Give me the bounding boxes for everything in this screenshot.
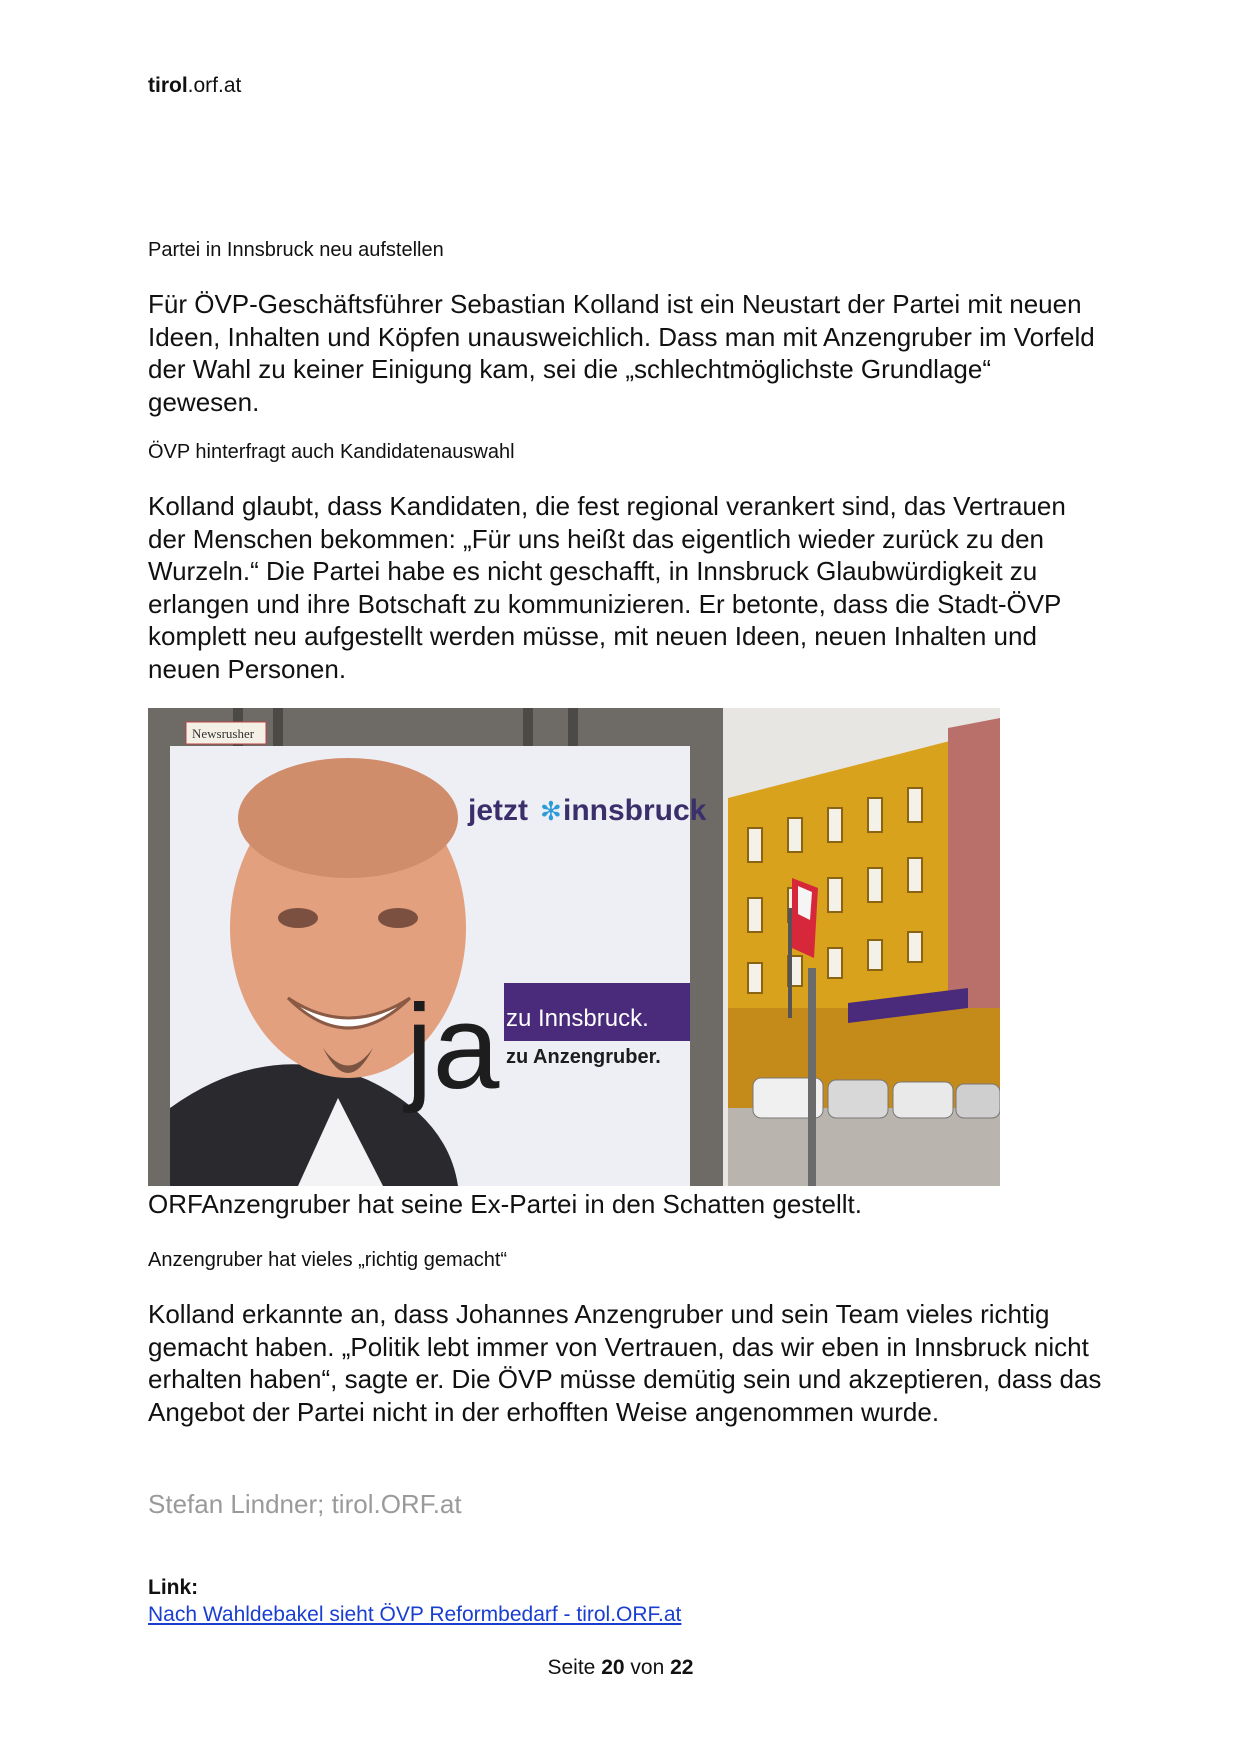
section-subheading: Partei in Innsbruck neu aufstellen xyxy=(148,239,444,261)
article-link[interactable]: Nach Wahldebakel sieht ÖVP Reformbedarf - tirol.ORF.at xyxy=(148,1603,682,1626)
poster-logo-innsbruck: innsbruck xyxy=(563,794,707,827)
poster-sticker: Newsrusher xyxy=(192,726,255,741)
footer-middle: von xyxy=(630,1656,665,1679)
article-photo xyxy=(148,708,1000,1186)
author-credit: Stefan Lindner; tirol.ORF.at xyxy=(148,1489,462,1519)
footer-total-pages: 22 xyxy=(670,1656,694,1679)
lead-paragraph: Für ÖVP-Geschäftsführer Sebastian Kolland ist ein Neustart der Partei mit neuen Ideen, Inhalten und Köpfen unausweichlich. Dass man mit Anzengruber im Vorfeld der Wahl zu keiner Einigung kam, sei die „schlechtmöglichste Grundlage“ gewesen. xyxy=(148,289,1095,417)
footer-page-number: 20 xyxy=(601,1656,625,1679)
poster-logo-jetzt: jetzt xyxy=(468,794,528,827)
body-paragraph: Kolland erkannte an, dass Johannes Anzengruber und sein Team vieles richtig gemacht haben. „Politik lebt immer von Vertrauen, das wir eben in Innsbruck nicht erhalten haben“, sagte er. Die ÖVP müsse demütig sein und akzeptieren, dass das Angebot der Partei nicht in der erhofften Weise angenommen wurde. xyxy=(148,1299,1102,1427)
photo-caption: ORFAnzengruber hat seine Ex-Partei in den Schatten gestellt. xyxy=(148,1189,862,1219)
page-footer xyxy=(0,1656,1241,1680)
site-name: tirol.orf.at xyxy=(148,74,242,97)
poster-logo-star: ✻ xyxy=(540,796,562,826)
section-subheading: Anzengruber hat vieles „richtig gemacht“ xyxy=(148,1249,508,1271)
poster-line-2: zu Anzengruber. xyxy=(506,1046,661,1068)
body-paragraph: Kolland glaubt, dass Kandidaten, die fest regional verankert sind, das Vertrauen der Menschen bekommen: „Für uns heißt das eigentlich wieder zurück zu den Wurzeln.“ Die Partei habe es nicht geschafft, in Innsbruck Glaubwürdigkeit zu erlangen und ihre Botschaft zu kommunizieren. Er betonte, dass die Stadt-ÖVP komplett neu aufgestellt werden müsse, mit neuen Ideen, neuen Inhalten und neuen Personen. xyxy=(148,491,1066,684)
footer-prefix: Seite xyxy=(547,1656,596,1679)
poster-ja: ja xyxy=(406,980,500,1114)
poster-line-1: zu Innsbruck. xyxy=(506,1005,649,1032)
link-label: Link: xyxy=(148,1576,199,1599)
parked-cars xyxy=(753,1078,1000,1118)
section-subheading: ÖVP hinterfragt auch Kandidatenauswahl xyxy=(148,441,515,463)
